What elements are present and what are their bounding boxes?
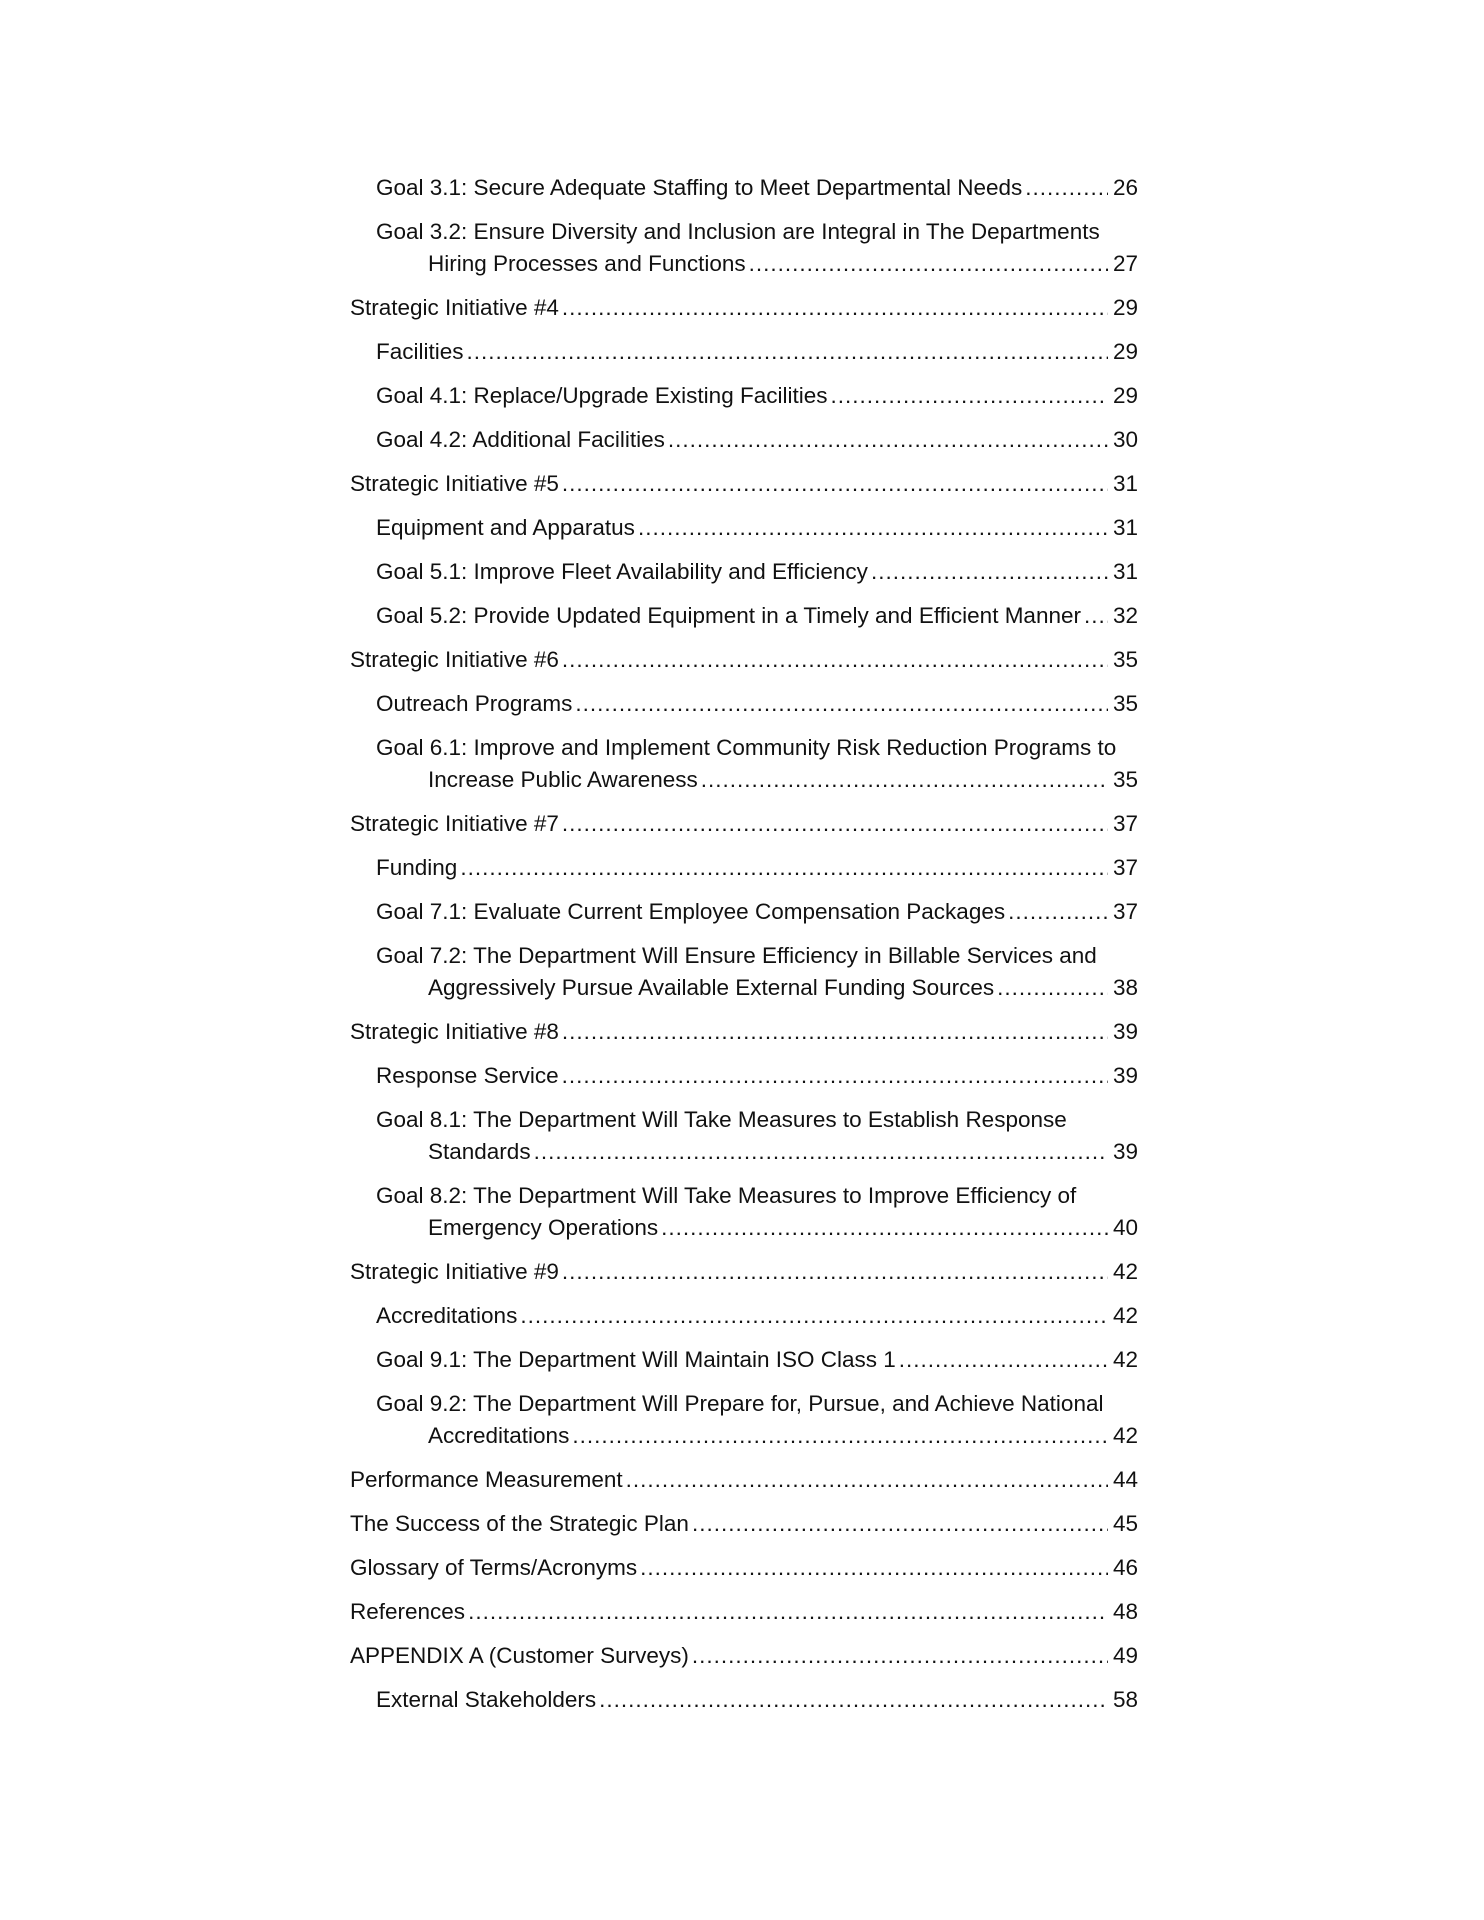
toc-page-number: 58	[1112, 1687, 1138, 1712]
toc-entry-title: Glossary of Terms/Acronyms	[350, 1555, 638, 1580]
toc-page-number: 39	[1112, 1063, 1138, 1088]
dot-leader	[1084, 600, 1108, 632]
toc-entry[interactable]	[350, 600, 1138, 632]
toc-entry-title: Standards	[428, 1139, 531, 1164]
toc-entry-title: External Stakeholders	[376, 1687, 597, 1712]
toc-entry-title: Goal 4.1: Replace/Upgrade Existing Facilities	[376, 383, 828, 408]
toc-entry-title: Goal 7.1: Evaluate Current Employee Compensation Packages	[376, 899, 1006, 924]
toc-entry[interactable]	[350, 644, 1138, 676]
dot-leader	[701, 764, 1108, 796]
toc-entry[interactable]	[350, 1016, 1138, 1048]
dot-leader	[467, 336, 1108, 368]
toc-entry[interactable]	[350, 424, 1138, 456]
toc-entry[interactable]	[350, 940, 1138, 1004]
toc-entry-title: Outreach Programs	[376, 691, 573, 716]
dot-leader	[562, 1016, 1108, 1048]
toc-page-number: 26	[1112, 175, 1138, 200]
toc-entry[interactable]	[350, 1104, 1138, 1168]
toc-entry-title: Goal 3.1: Secure Adequate Staffing to Meet Departmental Needs	[376, 175, 1023, 200]
toc-page-number: 37	[1112, 855, 1138, 880]
toc-entry-title: Strategic Initiative #6	[350, 647, 559, 672]
toc-page-number: 46	[1112, 1555, 1138, 1580]
dot-leader	[871, 556, 1108, 588]
dot-leader	[562, 1256, 1108, 1288]
toc-entry-title: Goal 6.1: Improve and Implement Community Risk Reduction Programs to	[376, 735, 1117, 760]
dot-leader	[534, 1136, 1108, 1168]
dot-leader	[692, 1508, 1108, 1540]
toc-page-number: 30	[1112, 427, 1138, 452]
toc-page-number: 38	[1112, 975, 1138, 1000]
toc-entry-title: Strategic Initiative #5	[350, 471, 559, 496]
dot-leader	[562, 468, 1108, 500]
toc-entry-title: Strategic Initiative #7	[350, 811, 559, 836]
dot-leader	[460, 852, 1108, 884]
dot-leader	[1008, 896, 1108, 928]
toc-page-number: 29	[1112, 383, 1138, 408]
toc-entry-title: Accreditations	[428, 1423, 570, 1448]
toc-entry-title: Goal 3.2: Ensure Diversity and Inclusion are Integral in The Departments	[376, 219, 1100, 244]
toc-entry[interactable]	[350, 1552, 1138, 1584]
toc-entry[interactable]	[350, 216, 1138, 280]
dot-leader	[562, 644, 1108, 676]
toc-page-number: 42	[1112, 1303, 1138, 1328]
toc-page-number: 32	[1112, 603, 1138, 628]
toc-entry[interactable]	[350, 1508, 1138, 1540]
toc-entry-title: Strategic Initiative #9	[350, 1259, 559, 1284]
toc-entry-title: Goal 5.1: Improve Fleet Availability and Efficiency	[376, 559, 868, 584]
dot-leader	[562, 292, 1108, 324]
toc-entry[interactable]	[350, 468, 1138, 500]
toc-entry-title: Goal 9.1: The Department Will Maintain ISO Class 1	[376, 1347, 896, 1372]
toc-page-number: 37	[1112, 811, 1138, 836]
toc-entry-title: Goal 9.2: The Department Will Prepare for, Pursue, and Achieve National	[376, 1391, 1104, 1416]
toc-entry[interactable]	[350, 808, 1138, 840]
toc-entry-title: Goal 5.2: Provide Updated Equipment in a Timely and Efficient Manner	[376, 603, 1081, 628]
toc-entry-title: Facilities	[376, 339, 464, 364]
toc-page-number: 39	[1112, 1019, 1138, 1044]
toc-page-number: 35	[1112, 647, 1138, 672]
toc-entry[interactable]	[350, 1684, 1138, 1716]
dot-leader	[1025, 172, 1108, 204]
toc-page-number: 31	[1112, 471, 1138, 496]
toc-entry-title: Goal 8.2: The Department Will Take Measures to Improve Efficiency of	[376, 1183, 1077, 1208]
dot-leader	[668, 424, 1108, 456]
toc-entry-title: Goal 4.2: Additional Facilities	[376, 427, 665, 452]
toc-entry[interactable]	[350, 896, 1138, 928]
toc-entry[interactable]	[350, 380, 1138, 412]
dot-leader	[562, 1060, 1108, 1092]
toc-entry-title: References	[350, 1599, 466, 1624]
dot-leader	[661, 1212, 1108, 1244]
toc-entry[interactable]	[350, 1180, 1138, 1244]
dot-leader	[830, 380, 1108, 412]
toc-entry[interactable]	[350, 852, 1138, 884]
toc-entry-title: Goal 7.2: The Department Will Ensure Efficiency in Billable Services and	[376, 943, 1097, 968]
dot-leader	[640, 1552, 1108, 1584]
toc-page-number: 27	[1112, 251, 1138, 276]
toc-entry[interactable]	[350, 1464, 1138, 1496]
toc-page-number: 35	[1112, 767, 1138, 792]
toc-page-number: 42	[1112, 1423, 1138, 1448]
dot-leader	[749, 248, 1108, 280]
toc-entry[interactable]	[350, 172, 1138, 204]
toc-page-number: 49	[1112, 1643, 1138, 1668]
toc-page-number: 48	[1112, 1599, 1138, 1624]
toc-entry-title: The Success of the Strategic Plan	[350, 1511, 689, 1536]
toc-page-number: 29	[1112, 295, 1138, 320]
dot-leader	[638, 512, 1108, 544]
toc-entry[interactable]	[350, 688, 1138, 720]
toc-page-number: 39	[1112, 1139, 1138, 1164]
toc-page-number: 42	[1112, 1259, 1138, 1284]
toc-entry-title: Equipment and Apparatus	[376, 515, 635, 540]
toc-entry-title: Strategic Initiative #4	[350, 295, 559, 320]
toc-entry-title: Hiring Processes and Functions	[428, 251, 746, 276]
toc-entry-title: Emergency Operations	[428, 1215, 659, 1240]
toc-page-number: 42	[1112, 1347, 1138, 1372]
toc-entry[interactable]	[350, 556, 1138, 588]
toc-page-number: 35	[1112, 691, 1138, 716]
toc-entry[interactable]	[350, 732, 1138, 796]
toc-entry-title: Goal 8.1: The Department Will Take Measures to Establish Response	[376, 1107, 1067, 1132]
toc-entry[interactable]	[350, 292, 1138, 324]
dot-leader	[520, 1300, 1108, 1332]
toc-entry[interactable]	[350, 512, 1138, 544]
toc-entry-title: Performance Measurement	[350, 1467, 623, 1492]
toc-entry-title: Strategic Initiative #8	[350, 1019, 559, 1044]
toc-entry-title: Funding	[376, 855, 458, 880]
toc-entry[interactable]	[350, 1060, 1138, 1092]
table-of-contents	[350, 172, 1138, 1728]
toc-page-number: 31	[1112, 515, 1138, 540]
toc-page-number: 31	[1112, 559, 1138, 584]
toc-entry[interactable]	[350, 1344, 1138, 1376]
toc-entry[interactable]	[350, 1300, 1138, 1332]
toc-entry-title: Accreditations	[376, 1303, 518, 1328]
dot-leader	[626, 1464, 1108, 1496]
dot-leader	[572, 1420, 1108, 1452]
dot-leader	[468, 1596, 1108, 1628]
toc-entry[interactable]	[350, 336, 1138, 368]
toc-entry-title: Response Service	[376, 1063, 559, 1088]
toc-entry-title: Aggressively Pursue Available External Funding Sources	[428, 975, 995, 1000]
dot-leader	[562, 808, 1108, 840]
toc-page-number: 37	[1112, 899, 1138, 924]
dot-leader	[575, 688, 1108, 720]
toc-entry[interactable]	[350, 1640, 1138, 1672]
dot-leader	[899, 1344, 1108, 1376]
dot-leader	[997, 972, 1108, 1004]
toc-page-number: 29	[1112, 339, 1138, 364]
toc-page-number: 40	[1112, 1215, 1138, 1240]
dot-leader	[692, 1640, 1108, 1672]
toc-entry-title: APPENDIX A (Customer Surveys)	[350, 1643, 689, 1668]
dot-leader	[599, 1684, 1108, 1716]
toc-entry[interactable]	[350, 1256, 1138, 1288]
toc-entry-title: Increase Public Awareness	[428, 767, 698, 792]
toc-entry[interactable]	[350, 1596, 1138, 1628]
toc-page-number: 45	[1112, 1511, 1138, 1536]
toc-entry[interactable]	[350, 1388, 1138, 1452]
toc-page-number: 44	[1112, 1467, 1138, 1492]
